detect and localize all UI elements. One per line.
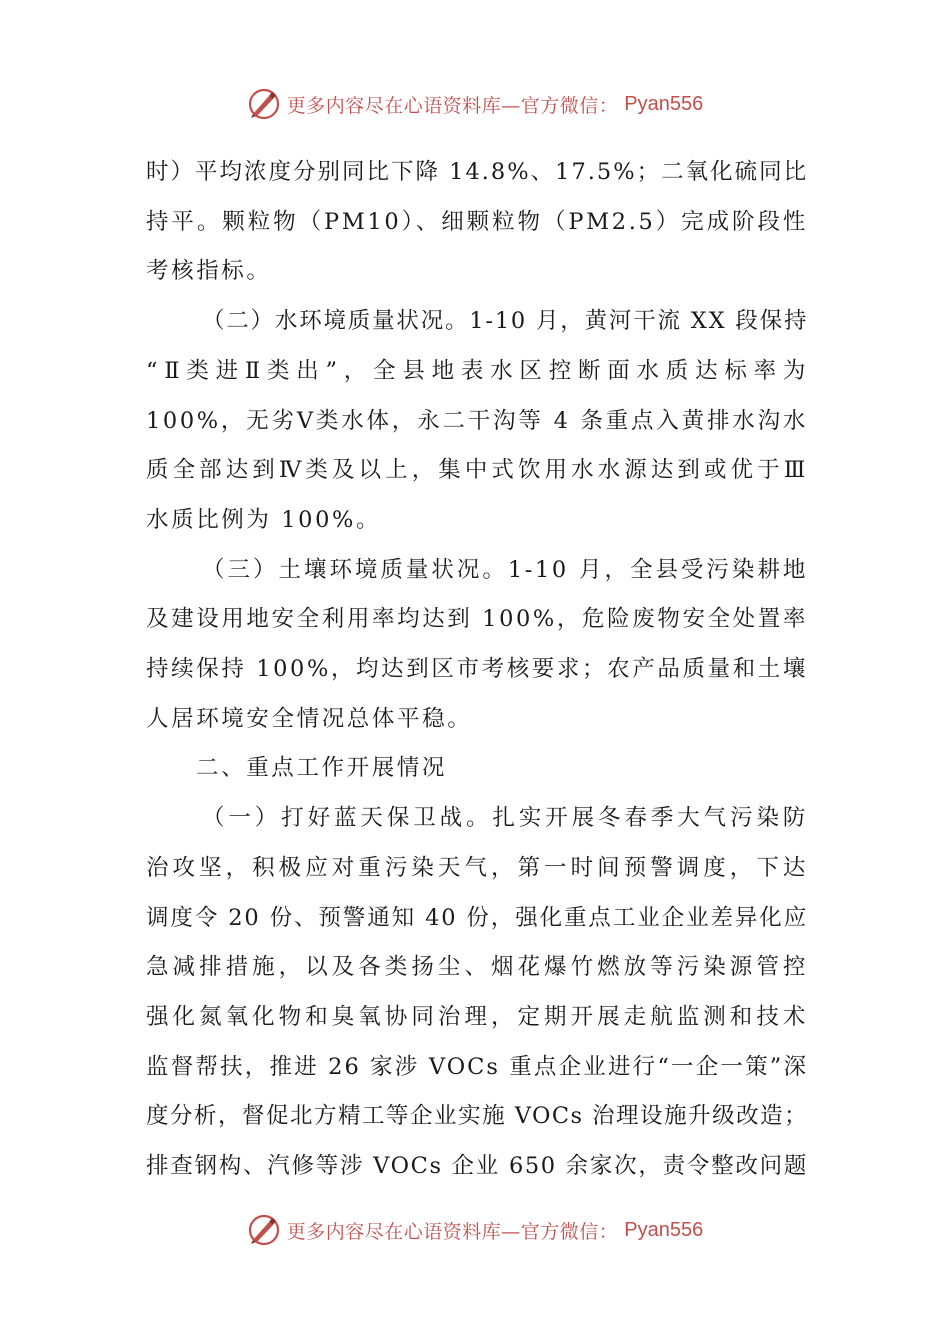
text-line: 急减排措施，以及各类扬尘、烟花爆竹燃放等污染源管控	[146, 954, 808, 981]
watermark-banner-top	[0, 84, 950, 124]
text-line: 监督帮扶，推进 26 家涉 VOCs 重点企业进行“一企一策”深	[146, 1053, 808, 1080]
text-line: 考核指标。	[146, 258, 272, 285]
watermark-wechat-id: Pyan556	[624, 92, 704, 115]
text-line: 水质比例为 100%。	[146, 506, 382, 533]
text-line: 治攻坚，积极应对重污染天气，第一时间预警调度，下达	[146, 854, 808, 881]
paragraph-1	[146, 148, 808, 297]
text-line: “Ⅱ类进Ⅱ类出”，全县地表水区控断面水质达标率为	[146, 357, 808, 384]
text-line: 持平。颗粒物（PM10）、细颗粒物（PM2.5）完成阶段性	[146, 208, 808, 235]
text-line: 排查钢构、汽修等涉 VOCs 企业 650 余家次，责令整改问题	[146, 1153, 808, 1180]
text-line: （三）土壤环境质量状况。1-10 月，全县受污染耕地	[202, 556, 808, 583]
paragraph-blue-sky	[146, 794, 808, 1192]
paragraph-soil-quality	[146, 546, 808, 745]
text-line: （一）打好蓝天保卫战。扎实开展冬春季大气污染防	[202, 805, 808, 832]
text-line: 调度令 20 份、预警通知 40 份，强化重点工业企业差异化应	[146, 904, 808, 931]
heading-line: 二、重点工作开展情况	[196, 755, 448, 782]
text-line: 质全部达到Ⅳ类及以上，集中式饮用水水源达到或优于Ⅲ	[146, 457, 808, 484]
watermark-slogan: 更多内容尽在心语资料库—官方微信：	[286, 94, 619, 117]
text-line: 持续保持 100%，均达到区市考核要求；农产品质量和土壤	[146, 656, 808, 683]
watermark-banner-bottom	[0, 1210, 950, 1250]
section-heading	[146, 744, 808, 794]
text-line: 时）平均浓度分别同比下降 14.8%、17.5%；二氧化硫同比	[146, 159, 809, 185]
text-line: （二）水环境质量状况。1-10 月，黄河干流 XX 段保持	[202, 308, 809, 335]
text-line: 及建设用地安全利用率均达到 100%，危险废物安全处置率	[146, 606, 808, 633]
pen-logo-icon	[247, 1213, 281, 1247]
text-line: 度分析，督促北方精工等企业实施 VOCs 治理设施升级改造；	[146, 1103, 808, 1130]
watermark-slogan: 更多内容尽在心语资料库—官方微信：	[286, 1220, 619, 1243]
document-body	[146, 148, 808, 1192]
paragraph-water-quality	[146, 297, 808, 546]
text-line: 人居环境安全情况总体平稳。	[146, 705, 473, 732]
text-line: 100%，无劣Ⅴ类水体，永二干沟等 4 条重点入黄排水沟水	[146, 407, 808, 434]
text-line: 强化氮氧化物和臭氧协同治理，定期开展走航监测和技术	[146, 1003, 808, 1030]
watermark-wechat-id: Pyan556	[624, 1218, 704, 1241]
pen-logo-icon	[247, 87, 281, 121]
